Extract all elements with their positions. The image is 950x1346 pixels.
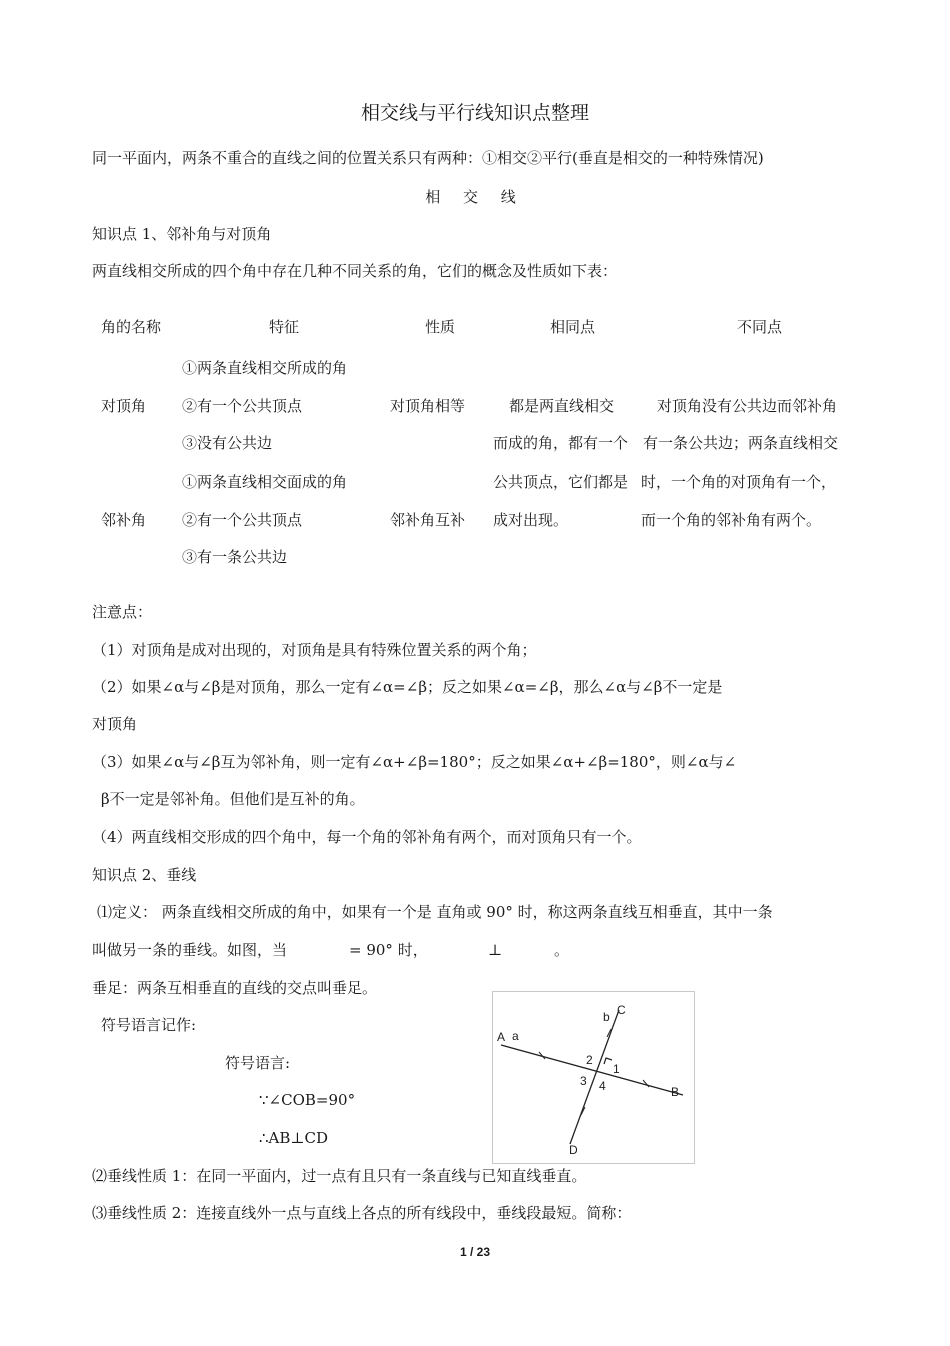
symbol-language: 符号语言: — [225, 1054, 291, 1072]
note-1: （1）对顶角是成对出现的，对顶角是具有特殊位置关系的两个角； — [92, 641, 537, 659]
section-heading: 相 交 线 — [425, 188, 525, 206]
label-angle-4: 4 — [599, 1079, 606, 1093]
notes-heading: 注意点： — [92, 603, 153, 621]
intro-paragraph: 同一平面内，两条不重合的直线之间的位置关系只有两种：①相交②平行(垂直是相交的一种特殊情况) — [92, 149, 764, 167]
label-angle-1: 1 — [613, 1062, 620, 1076]
page-title: 相交线与平行线知识点整理 — [360, 102, 589, 124]
table-row-feature: ③没有公共边 — [182, 434, 273, 452]
label-a-point: A — [497, 1030, 506, 1044]
label-d-point: D — [569, 1143, 578, 1157]
perpendicular-foot: 垂足：两条互相垂直的直线的交点叫垂足。 — [92, 979, 378, 997]
table-row-property: 邻补角互补 — [390, 511, 466, 529]
table-header-property: 性质 — [425, 318, 456, 336]
kp2-definition-cont: 叫做另一条的垂线。如图，当 — [92, 941, 288, 959]
table-row-name: 邻补角 — [101, 511, 147, 529]
table-row-name: 对顶角 — [101, 397, 147, 415]
common-text: 而成的角，都有一个 — [493, 434, 629, 452]
kp2-definition-cont: ⊥ — [488, 941, 503, 959]
kp2-heading: 知识点 2、垂线 — [92, 866, 197, 884]
table-row-feature: ①两条直线相交面成的角 — [182, 473, 348, 491]
table-header-feature: 特征 — [269, 318, 300, 336]
note-3-cont: β不一定是邻补角。但他们是互补的角。 — [101, 790, 365, 808]
label-angle-3: 3 — [580, 1074, 587, 1088]
label-angle-2: 2 — [586, 1053, 593, 1067]
diff-text: 时，一个角的对顶角有一个， — [641, 473, 837, 491]
therefore-line: ∴AB⊥CD — [259, 1129, 329, 1147]
label-b-point: B — [671, 1085, 680, 1099]
kp2-definition: ⑴定义： 两条直线相交所成的角中，如果有一个是 直角或 90° 时，称这两条直线互相垂直，其中一条 — [97, 903, 773, 921]
line-cd — [570, 1010, 619, 1144]
symbol-note: 符号语言记作: — [101, 1016, 197, 1034]
because-line: ∵∠COB=90° — [259, 1091, 356, 1109]
table-header-common: 相同点 — [550, 318, 596, 336]
page-number: 1 / 23 — [459, 1245, 491, 1259]
table-row-feature: ③有一条公共边 — [182, 548, 288, 566]
kp1-lead: 两直线相交所成的四个角中存在几种不同关系的角，它们的概念及性质如下表： — [92, 262, 618, 280]
common-text: 公共顶点，它们都是 — [493, 473, 629, 491]
kp2-definition-cont: = 90° 时， — [349, 941, 428, 959]
table-row-feature: ②有一个公共顶点 — [182, 511, 303, 529]
table-header-diff: 不同点 — [737, 318, 783, 336]
note-4: （4）两直线相交形成的四个角中，每一个角的邻补角有两个，而对顶角只有一个。 — [92, 828, 642, 846]
common-text: 都是两直线相交 — [509, 397, 615, 415]
diff-text: 对顶角没有公共边而邻补角 — [657, 397, 838, 415]
kp2-definition-cont: 。 — [554, 941, 570, 959]
note-2: （2）如果∠α与∠β是对顶角，那么一定有∠α=∠β；反之如果∠α=∠β，那么∠α与∠β不一定是 — [92, 678, 723, 696]
kp1-heading: 知识点 1、邻补角与对顶角 — [92, 225, 272, 243]
right-angle-mark — [604, 1058, 612, 1064]
table-row-feature: ①两条直线相交所成的角 — [182, 359, 348, 377]
arrow-tick — [643, 1080, 649, 1087]
common-text: 成对出现。 — [493, 511, 569, 529]
note-2-cont: 对顶角 — [92, 715, 138, 733]
note-3: （3）如果∠α与∠β互为邻补角，则一定有∠α+∠β=180°；反之如果∠α+∠β=180°，则∠α与∠ — [92, 753, 737, 771]
diff-text: 而一个角的邻补角有两个。 — [641, 511, 822, 529]
perpendicular-figure — [492, 991, 695, 1164]
perpendicular-diagram — [493, 992, 694, 1163]
label-c-point: C — [617, 1003, 626, 1017]
perpendicular-property-2: ⑶垂线性质 2：连接直线外一点与直线上各点的所有线段中，垂线段最短。简称： — [92, 1204, 632, 1222]
perpendicular-property-1: ⑵垂线性质 1：在同一平面内，过一点有且只有一条直线与已知直线垂直。 — [92, 1167, 587, 1185]
table-header-name: 角的名称 — [101, 318, 162, 336]
diff-text: 有一条公共边；两条直线相交 — [643, 434, 839, 452]
label-a-line: a — [512, 1029, 519, 1043]
table-row-feature: ②有一个公共顶点 — [182, 397, 303, 415]
label-b-line: b — [603, 1010, 610, 1024]
table-row-property: 对顶角相等 — [390, 397, 466, 415]
